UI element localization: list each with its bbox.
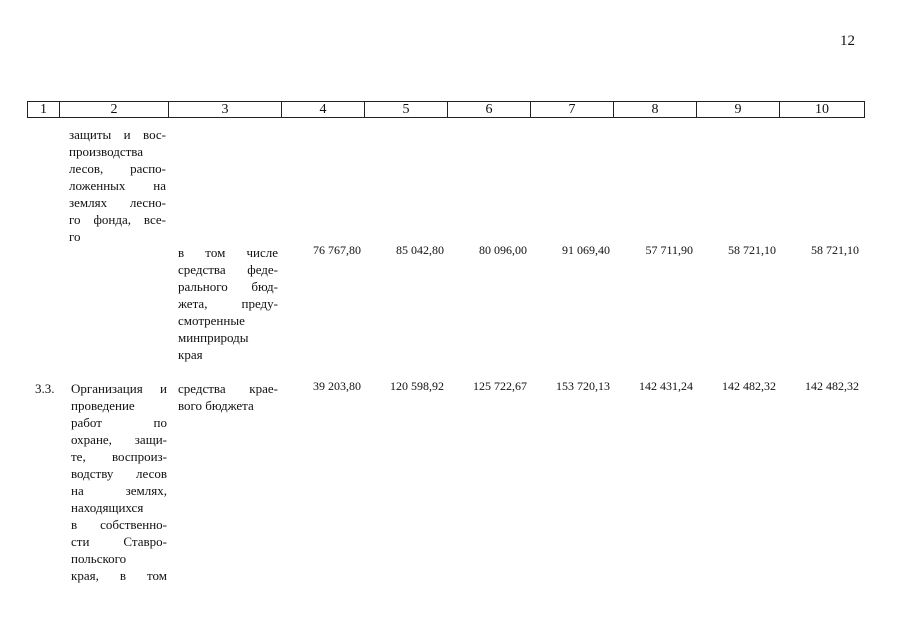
text-line: средства крае- <box>178 381 278 396</box>
header-cell: 2 <box>60 102 169 118</box>
text-line: охране, защи- <box>71 432 167 447</box>
value-cell: 57 711,90 <box>645 243 693 257</box>
value-cell: 76 767,80 <box>313 243 361 257</box>
value-cell: 142 431,24 <box>639 379 693 393</box>
row-number: 3.3. <box>35 381 55 396</box>
text-line: го <box>69 229 81 244</box>
text-line: Организация и <box>71 381 167 396</box>
header-cell: 3 <box>169 102 282 118</box>
text-line: минприроды <box>178 330 249 345</box>
text-line: защиты и вос- <box>69 127 166 142</box>
text-line: края, в том <box>71 568 167 583</box>
header-cell: 10 <box>780 102 865 118</box>
value-cell: 153 720,13 <box>556 379 610 393</box>
header-cell: 9 <box>697 102 780 118</box>
text-line: находящихся <box>71 500 144 515</box>
text-line: те, воспроиз- <box>71 449 167 464</box>
federal-budget-source <box>178 244 278 363</box>
text-line: на землях, <box>71 483 167 498</box>
regional-budget-source <box>178 380 278 414</box>
value-cell: 58 721,10 <box>811 243 859 257</box>
value-cell: 58 721,10 <box>728 243 776 257</box>
text-line: сти Ставро- <box>71 534 167 549</box>
text-line: польского <box>71 551 127 566</box>
text-line: в том числе <box>178 245 278 260</box>
text-line: смотренные <box>178 313 245 328</box>
value-cell: 39 203,80 <box>313 379 361 393</box>
text-line: землях лесно- <box>69 195 166 210</box>
text-line: края <box>178 347 203 362</box>
text-line: средства феде- <box>178 262 278 277</box>
text-line: водству лесов <box>71 466 167 481</box>
text-line: производства <box>69 144 144 159</box>
text-line: лесов, распо- <box>69 161 166 176</box>
header-cell: 5 <box>365 102 448 118</box>
row-33-description <box>71 380 167 584</box>
value-cell: 85 042,80 <box>396 243 444 257</box>
text-line: в собственно- <box>71 517 167 532</box>
value-cell: 142 482,32 <box>722 379 776 393</box>
header-cell: 8 <box>614 102 697 118</box>
header-cell: 4 <box>282 102 365 118</box>
text-line: ложенных на <box>69 178 166 193</box>
text-line: проведение <box>71 398 135 413</box>
value-cell: 142 482,32 <box>805 379 859 393</box>
value-cell: 120 598,92 <box>390 379 444 393</box>
value-cell: 125 722,67 <box>473 379 527 393</box>
header-row <box>28 102 865 118</box>
column-header-table <box>27 101 865 118</box>
header-cell: 6 <box>448 102 531 118</box>
page-number: 12 <box>840 33 855 49</box>
text-line: вого бюджета <box>178 398 254 413</box>
text-line: рального бюд- <box>178 279 278 294</box>
header-cell: 1 <box>28 102 60 118</box>
value-cell: 80 096,00 <box>479 243 527 257</box>
header-cell: 7 <box>531 102 614 118</box>
text-line: го фонда, все- <box>69 212 166 227</box>
value-cell: 91 069,40 <box>562 243 610 257</box>
prev-row-description <box>69 126 166 245</box>
text-line: работ по <box>71 415 167 430</box>
text-line: жета, преду- <box>178 296 278 311</box>
